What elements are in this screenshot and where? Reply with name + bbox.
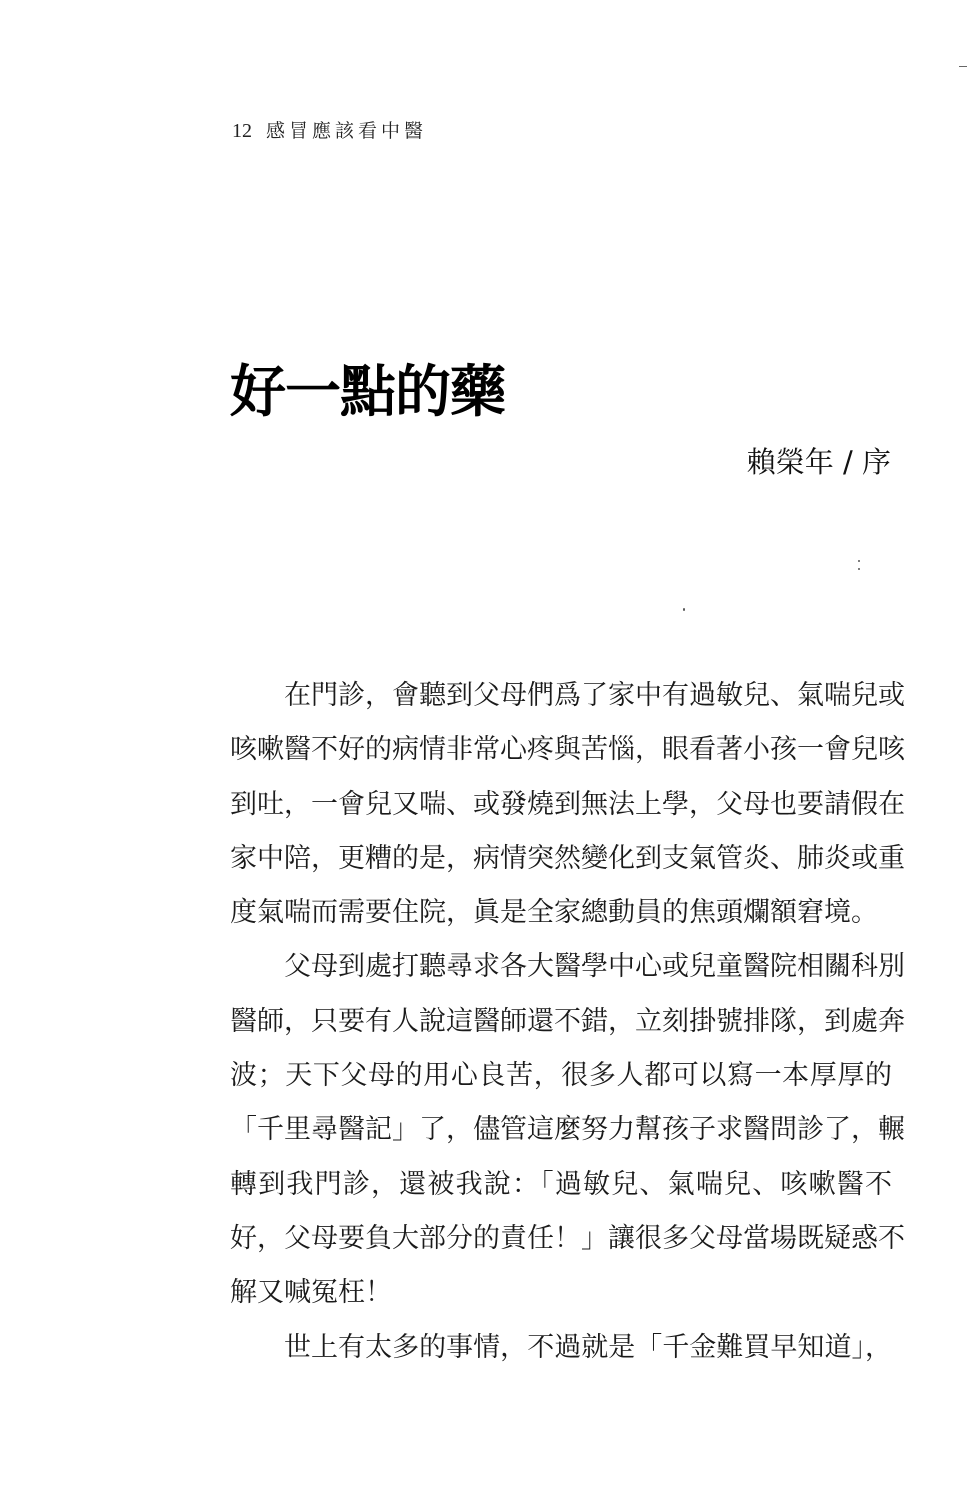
body-line: 家中陪，更糟的是，病情突然變化到支氣管炎、肺炎或重 — [230, 842, 905, 874]
body-line: 波；天下父母的用心良苦，很多人都可以寫一本厚厚的 — [230, 1060, 892, 1092]
body-line: 咳嗽醫不好的病情非常心疼與苦惱，眼看著小孩一會兒咳 — [230, 734, 905, 766]
scan-speck — [858, 568, 860, 570]
page-number: 12 — [232, 120, 252, 142]
body-line: 解又喊冤枉！ — [230, 1277, 392, 1309]
body-text — [230, 669, 905, 1375]
scan-speck — [858, 560, 860, 562]
byline: 賴榮年 / 序 — [746, 445, 891, 479]
body-line: 到吐，一會兒又喘、或發燒到無法上學，父母也要請假在 — [230, 788, 905, 820]
scan-speck — [683, 608, 685, 611]
body-line: 世上有太多的事情，不過就是「千金難買早知道」， — [284, 1331, 892, 1363]
body-line: 度氣喘而需要住院，眞是全家總動員的焦頭爛額窘境。 — [230, 897, 878, 929]
body-line: 在門診，會聽到父母們爲了家中有過敏兒、氣喘兒或 — [284, 680, 905, 711]
body-line: 好，父母要負大部分的責任！」讓很多父母當場既疑惑不 — [230, 1222, 905, 1254]
scan-mark — [959, 66, 967, 67]
body-line: 醫師，只要有人說這醫師還不錯，立刻掛號排隊，到處奔 — [230, 1005, 905, 1037]
running-header — [232, 116, 427, 143]
body-line: 「千里尋醫記」了，儘管這麼努力幫孩子求醫問診了，輾 — [230, 1114, 905, 1146]
chapter-title: 好一點的藥 — [230, 359, 505, 425]
body-line: 父母到處打聽尋求各大醫學中心或兒童醫院相關科別 — [284, 951, 905, 983]
body-line: 轉到我門診，還被我說：「過敏兒、氣喘兒、咳嗽醫不 — [230, 1168, 892, 1200]
book-title: 感冒應該看中醫 — [266, 120, 428, 142]
